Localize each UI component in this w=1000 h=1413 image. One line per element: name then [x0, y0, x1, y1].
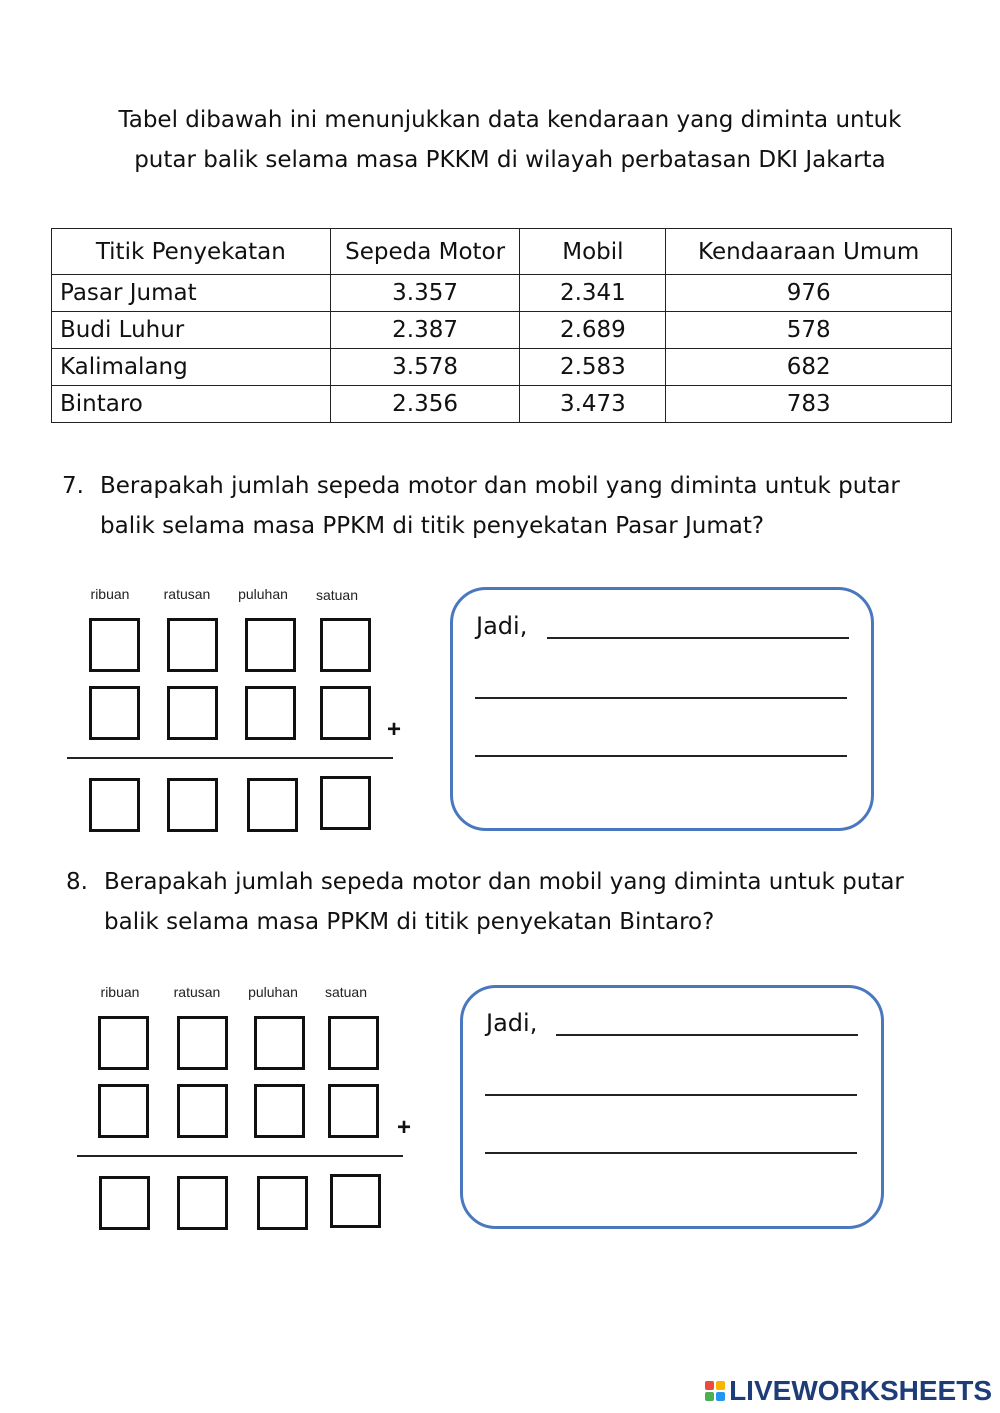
cell-value: 3.578: [330, 349, 520, 386]
answer-label: Jadi,: [486, 1009, 538, 1037]
cell-location: Kalimalang: [52, 349, 331, 386]
table-row: [52, 275, 952, 312]
label-ratusan: ratusan: [173, 984, 221, 1000]
digit-box-puluhan[interactable]: [245, 686, 296, 740]
answer-blank-3[interactable]: [475, 755, 847, 757]
cell-value: 682: [666, 349, 952, 386]
header-kendaraan-umum: Kendaaraan Umum: [666, 229, 952, 275]
brand-name: LIVEWORKSHEETS: [729, 1375, 992, 1406]
result-box-ratusan[interactable]: [167, 778, 218, 832]
result-box-puluhan[interactable]: [257, 1176, 308, 1230]
cell-value: 2.341: [520, 275, 666, 312]
table-row: [52, 312, 952, 349]
digit-box-puluhan[interactable]: [254, 1084, 305, 1138]
answer-label: Jadi,: [476, 612, 528, 640]
label-satuan: satuan: [315, 587, 359, 603]
result-box-satuan[interactable]: [330, 1174, 381, 1228]
digit-box-ratusan[interactable]: [167, 686, 218, 740]
brand-watermark: [705, 1375, 992, 1407]
question-7: [62, 466, 942, 546]
header-titik: Titik Penyekatan: [52, 229, 331, 275]
digit-box-puluhan[interactable]: [254, 1016, 305, 1070]
digit-box-puluhan[interactable]: [245, 618, 296, 672]
question-number: 7.: [62, 473, 84, 499]
cell-location: Bintaro: [52, 386, 331, 423]
header-mobil: Mobil: [520, 229, 666, 275]
cell-location: Budi Luhur: [52, 312, 331, 349]
label-puluhan: puluhan: [238, 586, 288, 602]
intro-line-2: putar balik selama masa PKKM di wilayah perbatasan DKI Jakarta: [134, 147, 886, 173]
header-sepeda-motor: Sepeda Motor: [330, 229, 520, 275]
cell-value: 2.689: [520, 312, 666, 349]
question-line-1: Berapakah jumlah sepeda motor dan mobil yang diminta untuk putar: [104, 869, 904, 895]
intro-line-1: Tabel dibawah ini menunjukkan data kendaraan yang diminta untuk: [118, 107, 902, 133]
table-row: [52, 349, 952, 386]
sum-line: [67, 757, 393, 759]
answer-blank-1[interactable]: [547, 637, 849, 639]
answer-blank-1[interactable]: [556, 1034, 858, 1036]
cell-value: 2.356: [330, 386, 520, 423]
cell-value: 3.473: [520, 386, 666, 423]
cell-value: 2.387: [330, 312, 520, 349]
cell-value: 3.357: [330, 275, 520, 312]
label-satuan: satuan: [324, 984, 368, 1000]
table-row: [52, 386, 952, 423]
cell-value: 2.583: [520, 349, 666, 386]
digit-box-ratusan[interactable]: [177, 1016, 228, 1070]
digit-box-ribuan[interactable]: [89, 686, 140, 740]
liveworksheets-logo-icon: [705, 1381, 725, 1401]
digit-box-satuan[interactable]: [328, 1016, 379, 1070]
plus-sign: +: [397, 1114, 412, 1141]
label-ratusan: ratusan: [163, 586, 211, 602]
result-box-satuan[interactable]: [320, 776, 371, 830]
answer-blank-2[interactable]: [475, 697, 847, 699]
table-header-row: [52, 229, 952, 275]
intro-text: [100, 100, 920, 180]
question-line-2: balik selama masa PPKM di titik penyekatan Pasar Jumat?: [100, 513, 765, 539]
result-box-ribuan[interactable]: [89, 778, 140, 832]
question-line-2: balik selama masa PPKM di titik penyekatan Bintaro?: [104, 909, 715, 935]
result-box-puluhan[interactable]: [247, 778, 298, 832]
digit-box-ribuan[interactable]: [98, 1084, 149, 1138]
answer-blank-3[interactable]: [485, 1152, 857, 1154]
digit-box-satuan[interactable]: [328, 1084, 379, 1138]
digit-box-satuan[interactable]: [320, 618, 371, 672]
vehicle-table: [51, 228, 952, 423]
plus-sign: +: [387, 716, 402, 743]
answer-blank-2[interactable]: [485, 1094, 857, 1096]
result-box-ribuan[interactable]: [99, 1176, 150, 1230]
digit-box-ratusan[interactable]: [167, 618, 218, 672]
label-ribuan: ribuan: [90, 586, 130, 602]
sum-line: [77, 1155, 403, 1157]
cell-location: Pasar Jumat: [52, 275, 331, 312]
cell-value: 578: [666, 312, 952, 349]
cell-value: 783: [666, 386, 952, 423]
label-puluhan: puluhan: [248, 984, 298, 1000]
result-box-ratusan[interactable]: [177, 1176, 228, 1230]
cell-value: 976: [666, 275, 952, 312]
digit-box-ribuan[interactable]: [89, 618, 140, 672]
digit-box-ribuan[interactable]: [98, 1016, 149, 1070]
question-number: 8.: [66, 869, 88, 895]
digit-box-ratusan[interactable]: [177, 1084, 228, 1138]
question-8: [66, 862, 946, 942]
question-line-1: Berapakah jumlah sepeda motor dan mobil yang diminta untuk putar: [100, 473, 900, 499]
label-ribuan: ribuan: [100, 984, 140, 1000]
digit-box-satuan[interactable]: [320, 686, 371, 740]
